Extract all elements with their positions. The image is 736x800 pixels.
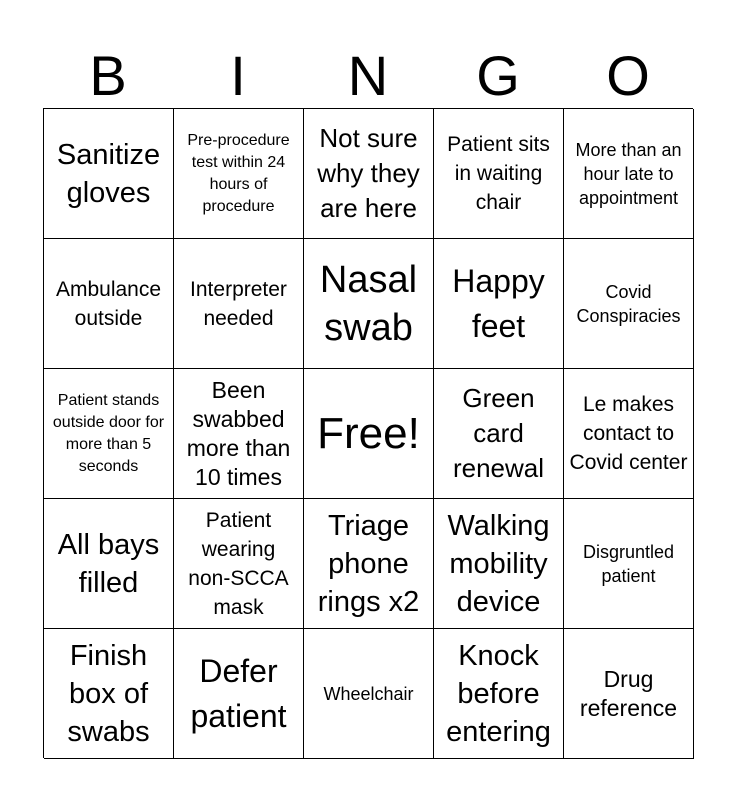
bingo-board bbox=[43, 108, 693, 758]
cell-text: Le makes contact to Covid center bbox=[569, 393, 688, 474]
bingo-cell[interactable] bbox=[174, 499, 304, 629]
bingo-cell[interactable] bbox=[564, 369, 694, 499]
bingo-cell[interactable] bbox=[304, 499, 434, 629]
bingo-cell[interactable] bbox=[174, 239, 304, 369]
cell-text: More than an hour late to appointment bbox=[575, 139, 682, 208]
cell-text: Patient wearing non-SCCA mask bbox=[188, 508, 289, 619]
bingo-cell[interactable] bbox=[304, 109, 434, 239]
cell-text: Walking mobility device bbox=[447, 509, 550, 618]
bingo-cell[interactable] bbox=[434, 239, 564, 369]
bingo-cell[interactable] bbox=[44, 369, 174, 499]
cell-text: Knock before entering bbox=[446, 639, 551, 748]
free-space-text: Free! bbox=[317, 408, 420, 458]
bingo-cell[interactable] bbox=[434, 499, 564, 629]
bingo-cell[interactable] bbox=[304, 629, 434, 759]
cell-text: All bays filled bbox=[57, 528, 160, 599]
bingo-header bbox=[43, 40, 693, 108]
cell-text: Ambulance outside bbox=[55, 277, 162, 330]
bingo-cell[interactable] bbox=[564, 109, 694, 239]
header-letter-i: I bbox=[230, 44, 246, 107]
cell-text: Interpreter needed bbox=[190, 277, 287, 330]
cell-text: Wheelchair bbox=[323, 683, 414, 704]
cell-text: Been swabbed more than 10 times bbox=[186, 376, 291, 490]
bingo-cell[interactable] bbox=[434, 629, 564, 759]
header-letter-g: G bbox=[476, 44, 520, 107]
bingo-cell[interactable] bbox=[304, 239, 434, 369]
cell-text: Sanitize gloves bbox=[56, 138, 161, 209]
cell-text: Drug reference bbox=[579, 665, 678, 721]
bingo-cell[interactable] bbox=[174, 629, 304, 759]
cell-text: Patient stands outside door for more than 5 seconds bbox=[52, 391, 165, 475]
free-space-cell[interactable] bbox=[304, 369, 434, 499]
bingo-cell[interactable] bbox=[44, 629, 174, 759]
header-letter-b: B bbox=[89, 44, 127, 107]
bingo-cell[interactable] bbox=[44, 239, 174, 369]
bingo-cell[interactable] bbox=[44, 499, 174, 629]
bingo-cell[interactable] bbox=[434, 369, 564, 499]
header-letter-o: O bbox=[606, 44, 650, 107]
cell-text: Not sure why they are here bbox=[317, 123, 420, 223]
cell-text: Patient sits in waiting chair bbox=[447, 133, 550, 214]
cell-text: Pre-procedure test within 24 hours of procedure bbox=[187, 131, 290, 215]
bingo-cell[interactable] bbox=[564, 239, 694, 369]
cell-text: Covid Conspiracies bbox=[576, 281, 681, 326]
cell-text: Triage phone rings x2 bbox=[317, 509, 420, 618]
bingo-cell[interactable] bbox=[174, 369, 304, 499]
header-letter-n: N bbox=[347, 44, 389, 107]
bingo-cell[interactable] bbox=[564, 499, 694, 629]
bingo-cell[interactable] bbox=[564, 629, 694, 759]
cell-text: Disgruntled patient bbox=[582, 541, 675, 586]
bingo-cell[interactable] bbox=[174, 109, 304, 239]
cell-text: Defer patient bbox=[190, 652, 287, 734]
cell-text: Nasal swab bbox=[319, 258, 418, 349]
cell-text: Happy feet bbox=[452, 262, 545, 344]
cell-text: Finish box of swabs bbox=[67, 639, 150, 748]
bingo-cell[interactable] bbox=[44, 109, 174, 239]
bingo-cell[interactable] bbox=[434, 109, 564, 239]
cell-text: Green card renewal bbox=[452, 383, 545, 483]
